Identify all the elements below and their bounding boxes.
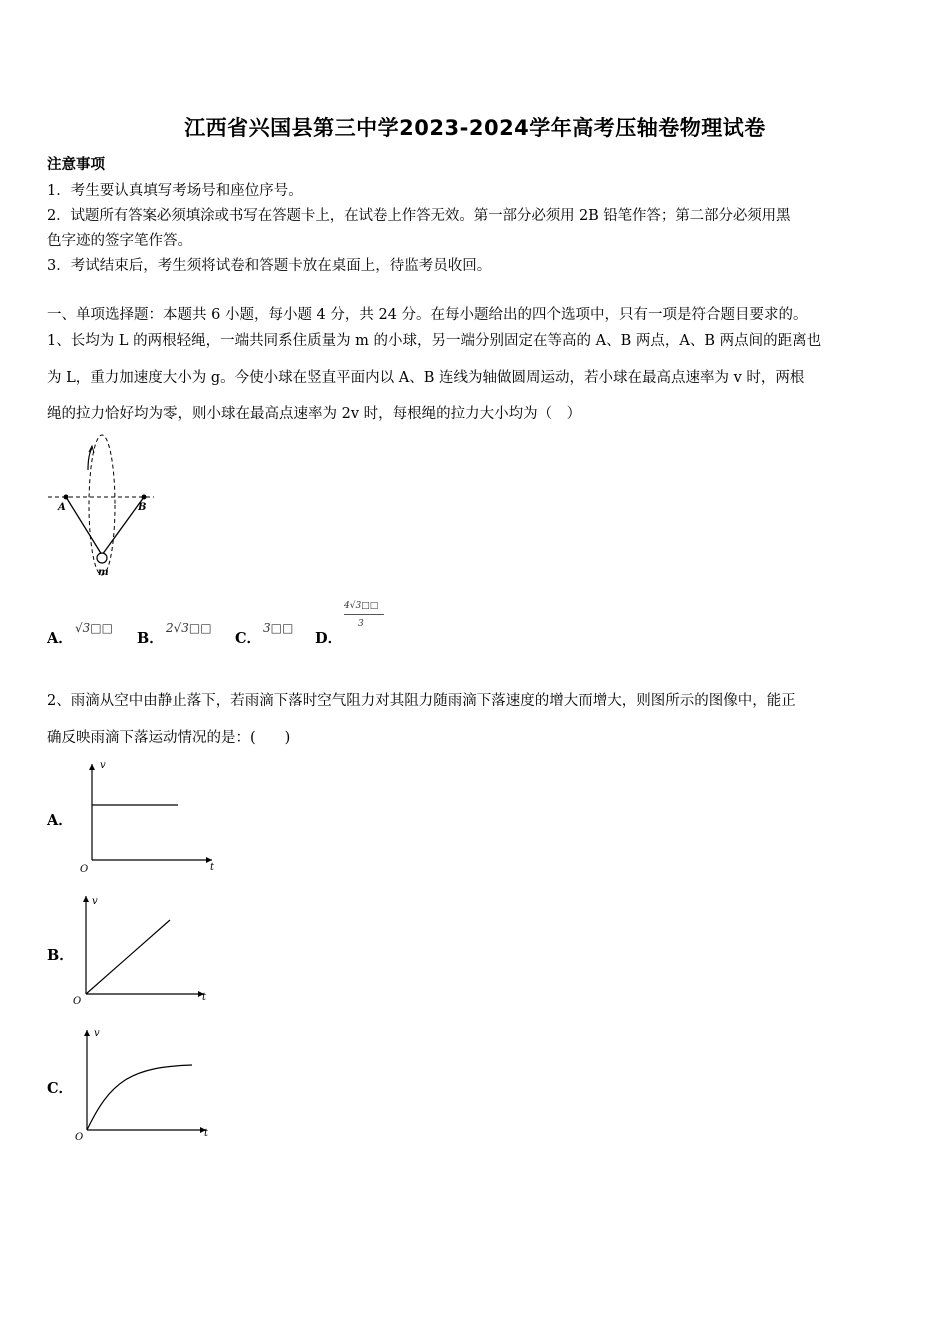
option-formula: 3□□ — [263, 621, 294, 635]
point-b — [142, 495, 147, 500]
point-a — [64, 495, 69, 500]
x-axis-label: t — [204, 1128, 209, 1139]
y-axis-arrow — [83, 896, 89, 902]
page-title: 江西省兴国县第三中学2023-2024学年高考压轴卷物理试卷 — [184, 116, 766, 140]
graph-curve — [86, 920, 170, 994]
question-text: 确反映雨滴下落运动情况的是：( ) — [47, 730, 291, 746]
option-numerator: 4√3□□ — [344, 601, 379, 611]
notice-item: 3．考试结束后，考生须将试卷和答题卡放在桌面上，待监考员收回。 — [47, 258, 492, 274]
y-axis-label: v — [92, 896, 98, 907]
y-axis-label: v — [94, 1028, 100, 1039]
section-heading: 一、单项选择题：本题共 6 小题，每小题 4 分，共 24 分。在每小题给出的四个选项中，只有一项是符合题目要求的。 — [47, 307, 808, 323]
ball — [97, 553, 107, 563]
label-m: m — [98, 567, 109, 578]
option-label: B． — [47, 947, 74, 964]
question-text: 绳的拉力恰好均为零，则小球在最高点速率为 2v 时，每根绳的拉力大小均为（ ） — [47, 406, 582, 422]
graph-curve — [87, 1065, 192, 1130]
option-denominator: 3 — [358, 619, 364, 629]
question-text: 为 L，重力加速度大小为 g。今使小球在竖直平面内以 A、B 连线为轴做圆周运动，若小球在最高点速率为 v 时，两根 — [47, 370, 805, 386]
graph-saturating — [70, 1022, 220, 1144]
notice-heading: 注意事项 — [47, 156, 105, 173]
y-axis-arrow — [84, 1030, 90, 1036]
question-text: 2、雨滴从空中由静止落下，若雨滴下落时空气阻力对其阻力随雨滴下落速度的增大而增大，则图所示的图像中，能正 — [47, 693, 796, 709]
option-label: C． — [235, 630, 262, 647]
label-a: A — [58, 502, 66, 513]
origin-label: O — [73, 996, 82, 1007]
option-formula: √3□□ — [75, 621, 113, 635]
notice-item: 2．试题所有答案必须填涂或书写在答题卡上，在试卷上作答无效。第一部分必须用 2B 铅笔作答；第二部分必须用黑 — [47, 208, 791, 224]
option-formula: 2√3□□ — [166, 621, 212, 635]
option-label: A． — [47, 812, 73, 829]
origin-label: O — [75, 1132, 84, 1143]
origin-label: O — [80, 864, 89, 875]
graph-linear — [70, 890, 220, 1010]
notice-item: 1．考生要认真填写考场号和座位序号。 — [47, 183, 303, 199]
rope-a — [66, 497, 102, 555]
label-b: B — [138, 502, 147, 513]
fraction-bar — [344, 614, 384, 615]
y-axis-label: v — [100, 760, 106, 771]
notice-item: 色字迹的签字笔作答。 — [47, 233, 192, 249]
option-label: C． — [47, 1080, 74, 1097]
pendulum-figure — [44, 430, 164, 580]
x-axis-label: t — [202, 992, 207, 1003]
option-label: D． — [315, 630, 343, 647]
y-axis-arrow — [89, 764, 95, 770]
option-label: B． — [137, 630, 164, 647]
graph-constant — [74, 758, 224, 878]
option-label: A． — [47, 630, 73, 647]
question-text: 1、长均为 L 的两根轻绳，一端共同系住质量为 m 的小球，另一端分别固定在等高的 A、B 两点，A、B 两点间的距离也 — [47, 333, 822, 349]
x-axis-label: t — [210, 862, 215, 873]
